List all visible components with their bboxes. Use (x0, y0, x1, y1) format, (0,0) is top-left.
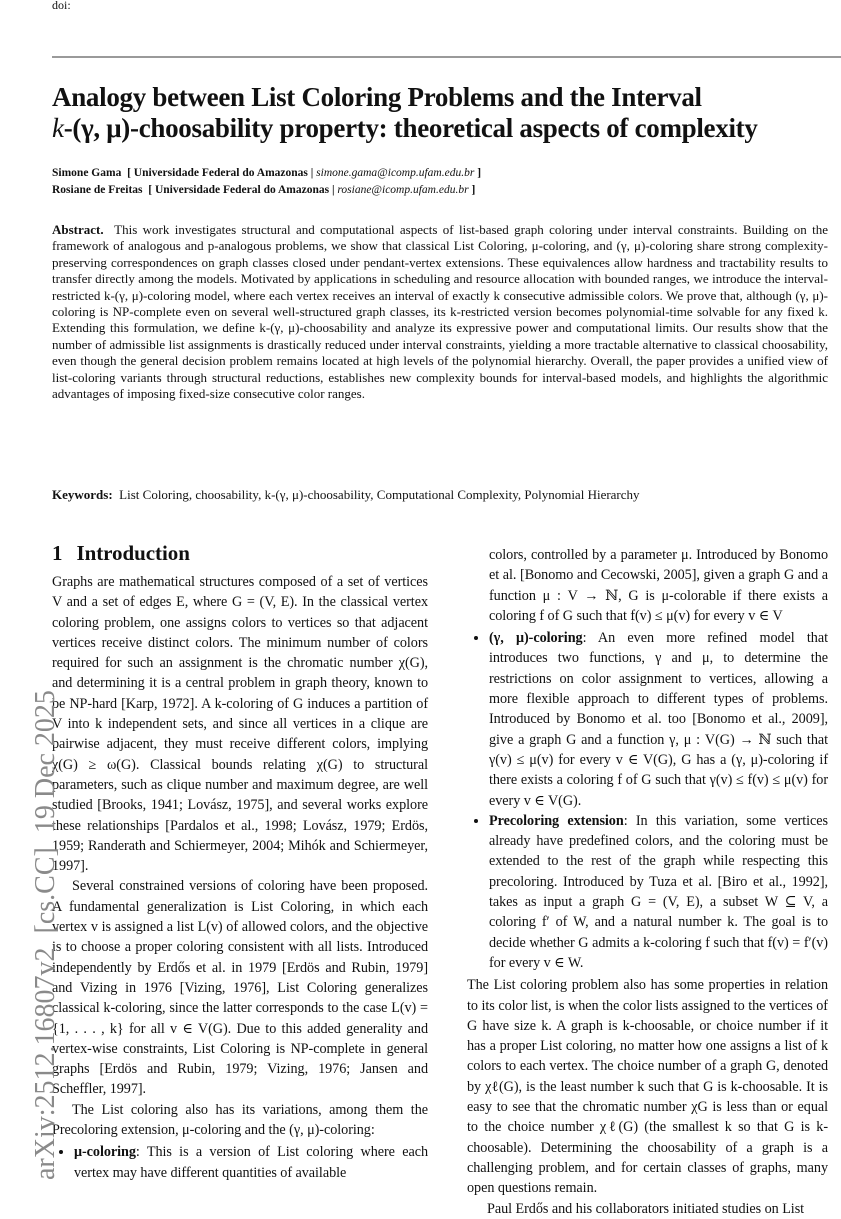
section-number: 1 (52, 541, 63, 565)
author-email[interactable]: simone.gama@icomp.ufam.edu.br (316, 167, 475, 179)
author-list (52, 165, 481, 199)
bullet-term: (γ, μ)-coloring (489, 630, 583, 647)
bullet-item (489, 628, 828, 811)
paragraph: Several constrained versions of coloring have been proposed. A fundamental generalization is List Coloring, in which each vertex v is assigned a list L(v) of allowed colors, and the objective is to choose a proper coloring consistent with all lists. Introduced independently by Erdős et al. in 1979 [Erdös and Rubin, 1979] and Vizing in 1976 [Vizing, 1976], List Coloring generalizes classical k-coloring, since the latter corresponds to the case L(v) = {1, . . . , k} for all v ∈ V(G). Due to this added generality and vertex-wise constraints, List Coloring is NP-complete in general graphs [Erdös and Rubin, 1979; Vizing, 1976; Jansen and Scheffler, 1997]. (52, 878, 428, 1098)
doi-label: doi: (52, 0, 71, 12)
bullet-text: : An even more refined model that introduces two functions, γ and μ, to determine the restrictions on color assignment to vertices, allowing a more flexible approach to different types of problems. Introduced by Bonomo et al. too [Bonomo et al., 2009], give a graph G and a function γ, μ : V(G) → ℕ such that γ(v) ≤ μ(v) for every v ∈ V(G), G has a (γ, μ)-coloring if there exists a coloring f of G such that γ(v) ≤ f(v) ≤ μ(v) for every v ∈ V(G). (489, 630, 828, 809)
bullet-item (489, 811, 828, 973)
author-name: Simone Gama (52, 167, 122, 179)
paragraph: The List coloring also has its variations, among them the Precoloring extension, μ-coloring and the (γ, μ)-coloring: (52, 1101, 428, 1139)
title-line-2-text: -(γ, μ)-choosability property: theoretical aspects of complexity (63, 113, 758, 143)
author-affiliation: [ Universidade Federal do Amazonas | (127, 167, 314, 179)
abstract-text: This work investigates structural and computational aspects of list-based graph coloring under interval constraints. Building on the framework of analogous and p-analogous problems, we show that classical List Coloring, μ-coloring, and (γ, μ)-coloring share strong complexity-preserving correspondences on graph classes closed under pendant-vertex extensions. These equivalences allow hardness and tractability results to transfer directly among the models. Motivated by applications in scheduling and resource allocation with bounded ranges, we introduce the interval-restricted k-(γ, μ)-coloring model, where each vertex receives an interval of exactly k consecutive admissible colors. We prove that, although (γ, μ)-coloring is NP-complete even on several well-structured graph classes, its k-restricted version becomes polynomial-time solvable for any fixed k. Extending this formulation, we define k-(γ, μ)-choosability and analyze its expressive power and computational limits. Our results show that the number of admissible list assignments is drastically reduced under interval constraints, yielding a more tractable alternative to classical choosability, even though the general decision problem remains located at high levels of the polynomial hierarchy. Overall, the paper provides a unified view of list-coloring variants through structural reductions, establishes new complexity bounds for interval-based models, and highlights the algorithmic advantages of imposing fixed-size consecutive color ranges. (52, 222, 829, 402)
author-affiliation: [ Universidade Federal do Amazonas | (148, 184, 335, 196)
bracket: ] (471, 184, 476, 196)
paragraph: Graphs are mathematical structures composed of a set of vertices V and a set of edges E, where G = (V, E). In the classical vertex coloring problem, one assigns colors to vertices so that adjacent vertices receive distinct colors. The minimum number of colors required for such an assignment is the chromatic number χ(G), and determining it is a central problem in graph theory, known to be NP-hard [Karp, 1972]. A k-coloring of G induces a partition of V into k independent sets, and since all vertices in a clique are pairwise adjacent, they must receive different colors, implying χ(G) ≥ ω(G). Classical bounds relating χ(G) to structural parameters, such as clique number and maximum degree, are well studied [Brooks, 1941; Lovász, 1975], and several works explore these relationships [Pardalos et al., 1998; Lovász, 1979; Erdös, 1959; Randerath and Schiermeyer, 2004; Mihók and Schiermeyer, 1997]. (52, 574, 428, 875)
author (52, 165, 481, 182)
title-line-1: Analogy between List Coloring Problems and the Interval (52, 82, 702, 112)
abstract (52, 222, 828, 402)
bullet-continuation: colors, controlled by a parameter μ. Introduced by Bonomo et al. [Bonomo and Cecowski, 2005], given a graph G and a function μ : V → ℕ, G is μ-colorable if there exists a coloring f of G such that f(v) ≤ μ(v) for every v ∈ V (489, 547, 828, 624)
keywords-text: List Coloring, choosability, k-(γ, μ)-choosability, Computational Complexity, Polynomial Hierarchy (119, 487, 640, 502)
paragraph: Paul Erdős and his collaborators initiated studies on List (487, 1200, 805, 1217)
header-rule (52, 56, 841, 58)
bracket: ] (477, 167, 482, 179)
author-name: Rosiane de Freitas (52, 184, 143, 196)
bullet-text: : This is a version of List coloring where each vertex may have different quantities of available (74, 1144, 428, 1181)
left-column (52, 540, 428, 1185)
paper-title (52, 82, 841, 144)
bullet-item (74, 1142, 428, 1183)
title-line-2 (52, 113, 841, 144)
bullet-term: μ-coloring (74, 1144, 136, 1161)
bullet-term: Precoloring extension (489, 812, 624, 829)
bullet-list (52, 1142, 428, 1183)
bullet-list (467, 628, 828, 973)
right-column (467, 545, 828, 1219)
author-email[interactable]: rosiane@icomp.ufam.edu.br (337, 184, 469, 196)
keywords (52, 487, 828, 503)
keywords-label: Keywords: (52, 487, 113, 502)
bullet-text: : In this variation, some vertices already have predefined colors, and the coloring must be extended to the rest of the graph while respecting this precoloring. Introduced by Tuza et al. [Biro et al., 1992], takes as input a graph G = (V, E), a subset W ⊆ V, a coloring f′ of W, and a natural number k. The goal is to decide whether G admits a k-coloring f such that f(v) = f′(v) for every v ∈ W. (489, 812, 829, 971)
abstract-label: Abstract. (52, 222, 104, 237)
section-heading (52, 540, 428, 566)
title-k: k (52, 113, 64, 143)
arxiv-identifier: arXiv:2512.16807v2 [cs.CC] 19 Dec 2025 (30, 690, 61, 1180)
author (52, 182, 481, 199)
paragraph: The List coloring problem also has some properties in relation to its color list, is when the color lists assigned to the vertices of G have size k. A graph is k-choosable, or choice number if it has a proper List coloring, no matter how one assigns a list of k colors to each vertex. The choice number of a graph G, denoted by χℓ(G), is the least number k such that G is k-choosable. It is easy to see that the chromatic number χG is less than or equal to the choice number χℓ(G) (the smallest k so that G is k-choosable). Determining the choosability of a graph is a challenging problem, and for certain classes of graphs, many open questions remain. (467, 977, 828, 1197)
section-title: Introduction (76, 541, 190, 565)
